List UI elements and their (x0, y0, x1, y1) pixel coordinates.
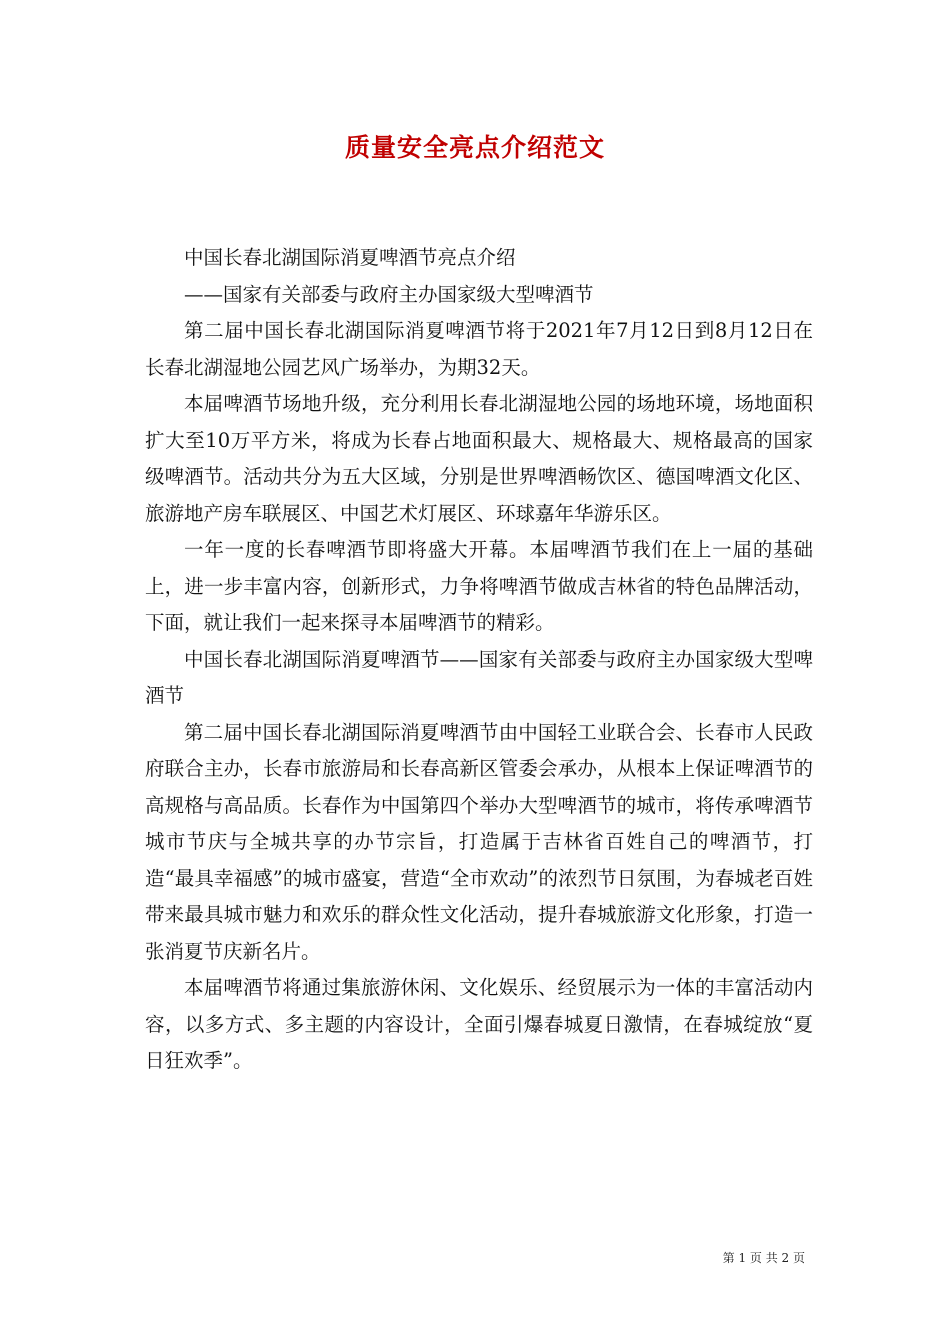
body-paragraph: 本届啤酒节将通过集旅游休闲、文化娱乐、经贸展示为一体的丰富活动内容，以多方式、多主题的内容设计，全面引爆春城夏日激情，在春城绽放“夏日狂欢季”。 (145, 976, 813, 1072)
page-number-footer: 第 1 页 共 2 页 (722, 1251, 805, 1265)
body-paragraph: 第二届中国长春北湖国际消夏啤酒节将于2021年7月12日到8月12日在长春北湖湿地公园艺风广场举办，为期32天。 (145, 319, 813, 379)
subtitle-paragraph: 中国长春北湖国际消夏啤酒节亮点介绍 (184, 246, 516, 269)
subtitle-dash-paragraph: ——国家有关部委与政府主办国家级大型啤酒节 (184, 282, 594, 306)
document-body (145, 240, 813, 1080)
body-paragraph: 一年一度的长春啤酒节即将盛大开幕。本届啤酒节我们在上一届的基础上，进一步丰富内容，创新形式，力争将啤酒节做成吉林省的特色品牌活动，下面，就让我们一起来探寻本届啤酒节的精彩。 (145, 538, 813, 634)
body-paragraph: 本届啤酒节场地升级，充分利用长春北湖湿地公园的场地环境，场地面积扩大至10万平方米，将成为长春占地面积最大、规格最大、规格最高的国家级啤酒节。活动共分为五大区域，分别是世界啤酒畅饮区、德国啤酒文化区、旅游地产房车联展区、中国艺术灯展区、环球嘉年华游乐区。 (145, 392, 813, 525)
page-title: 质量安全亮点介绍范文 (344, 133, 605, 162)
body-paragraph: 第二届中国长春北湖国际消夏啤酒节由中国轻工业联合会、长春市人民政府联合主办，长春市旅游局和长春高新区管委会承办，从根本上保证啤酒节的高规格与高品质。长春作为中国第四个举办大型啤酒节的城市，将传承啤酒节城市节庆与全城共享的办节宗旨，打造属于吉林省百姓自己的啤酒节，打造“最具幸福感”的城市盛宴，营造“全市欢动”的浓烈节日氛围，为春城老百姓带来最具城市魅力和欢乐的群众性文化活动，提升春城旅游文化形象，打造一张消夏节庆新名片。 (145, 720, 813, 963)
body-paragraph: 中国长春北湖国际消夏啤酒节——国家有关部委与政府主办国家级大型啤酒节 (145, 647, 813, 707)
